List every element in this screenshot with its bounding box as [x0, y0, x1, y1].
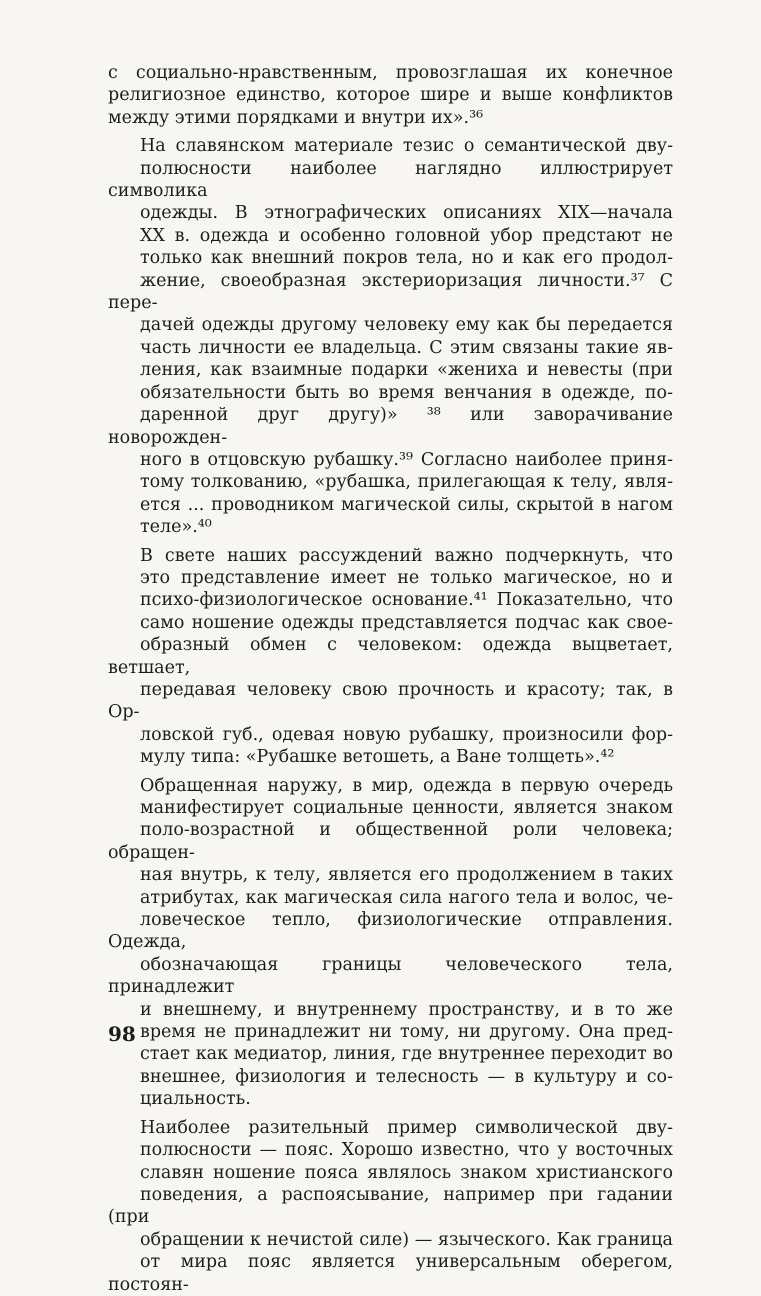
- text-line: Обращенная наружу, в мир, одежда в первую очередь: [140, 775, 673, 796]
- text-line: Наиболее разительный пример символической дву-: [140, 1117, 673, 1138]
- text-line: теле».⁴⁰: [140, 517, 212, 538]
- text-line: XX в. одежда и особенно головной убор предстают не: [140, 225, 673, 246]
- text-line: даренной друг другу)» ³⁸ или заворачивание новорожден-: [108, 405, 673, 448]
- text-line: ется ... проводником магической силы, скрытой в нагом: [140, 494, 673, 515]
- text-line: религиозное единство, которое шире и выше конфликтов: [108, 85, 673, 106]
- text-line: полюсности — пояс. Хорошо известно, что у восточных: [140, 1140, 673, 1161]
- text-line: только как внешний покров тела, но и как его продол-: [140, 248, 673, 269]
- text-line: время не принадлежит ни тому, ни другому. Она пред-: [140, 1022, 673, 1043]
- text-line: это представление имеет не только магическое, но и: [140, 567, 673, 588]
- text-line: ного в отцовскую рубашку.³⁹ Согласно наиболее приня-: [140, 449, 673, 470]
- text-line: внешнее, физиология и телесность — в культуру и со-: [140, 1066, 673, 1087]
- text-line: от мира пояс является универсальным оберегом, постоян-: [108, 1252, 673, 1295]
- text-line: манифестирует социальные ценности, является знаком: [140, 798, 673, 818]
- text-line: На славянском материале тезис о семантической дву-: [140, 136, 673, 157]
- text-line: поло-возрастной и общественной роли человека; обращен-: [108, 820, 673, 863]
- text-line: славян ношение пояса являлось знаком христианского: [140, 1162, 673, 1183]
- text-line: полюсности наиболее наглядно иллюстрирует символика: [108, 158, 673, 202]
- paragraph: [108, 1117, 673, 1296]
- text-line: образный обмен с человеком: одежда выцветает, ветшает,: [108, 635, 673, 678]
- text-line: стает как медиатор, линия, где внутреннее переходит во: [140, 1044, 673, 1065]
- paragraph: [108, 545, 673, 769]
- text-line: обязательности быть во время венчания в одежде, по-: [140, 382, 673, 403]
- page-number: 98: [108, 1022, 136, 1046]
- text-line: часть личности ее владельца. С этим связаны такие яв-: [140, 337, 673, 358]
- text-line: ная внутрь, к телу, является его продолжением в таких: [140, 865, 673, 886]
- text-line: психо-физиологическое основание.⁴¹ Показательно, что: [140, 590, 673, 611]
- text-line: обозначающая границы человеческого тела, принадлежит: [108, 954, 673, 998]
- text-line: атрибутах, как магическая сила нагого тела и волос, че-: [140, 887, 673, 908]
- paragraph: [108, 62, 673, 129]
- text-line: ловеческое тепло, физиологические отправления. Одежда,: [108, 910, 673, 953]
- text-line: дачей одежды другому человеку ему как бы передается: [140, 315, 673, 336]
- text-line: само ношение одежды представляется подчас как свое-: [140, 612, 673, 633]
- text-line: одежды. В этнографических описаниях XIX—начала: [140, 203, 673, 224]
- text-line: циальность.: [140, 1089, 251, 1110]
- text-line: обращении к нечистой силе) — языческого. Как граница: [140, 1229, 673, 1250]
- text-line: ловской губ., одевая новую рубашку, произносили фор-: [140, 724, 673, 745]
- text-line: жение, своеобразная экстериоризация личности.³⁷ С пере-: [108, 270, 673, 314]
- text-line: поведения, а распоясывание, например при гадании (при: [108, 1184, 673, 1228]
- text-line: передавая человеку свою прочность и красоту; так, в Ор-: [108, 679, 673, 723]
- paragraph: [108, 775, 673, 1111]
- text-line: между этими порядками и внутри их».³⁶: [108, 107, 484, 128]
- text-line: и внешнему, и внутреннему пространству, и в то же: [140, 999, 673, 1020]
- text-line: тому толкованию, «рубашка, прилегающая к телу, явля-: [140, 472, 673, 493]
- text-line: ления, как взаимные подарки «жениха и невесты (при: [140, 360, 673, 381]
- body-text: [108, 62, 673, 1296]
- paragraph: [108, 135, 673, 538]
- text-line: мулу типа: «Рубашке ветошеть, а Ване толщеть».⁴²: [140, 747, 615, 768]
- text-line: В свете наших рассуждений важно подчеркнуть, что: [140, 545, 673, 566]
- text-line: с социально-нравственным, провозглашая их конечное: [108, 63, 673, 83]
